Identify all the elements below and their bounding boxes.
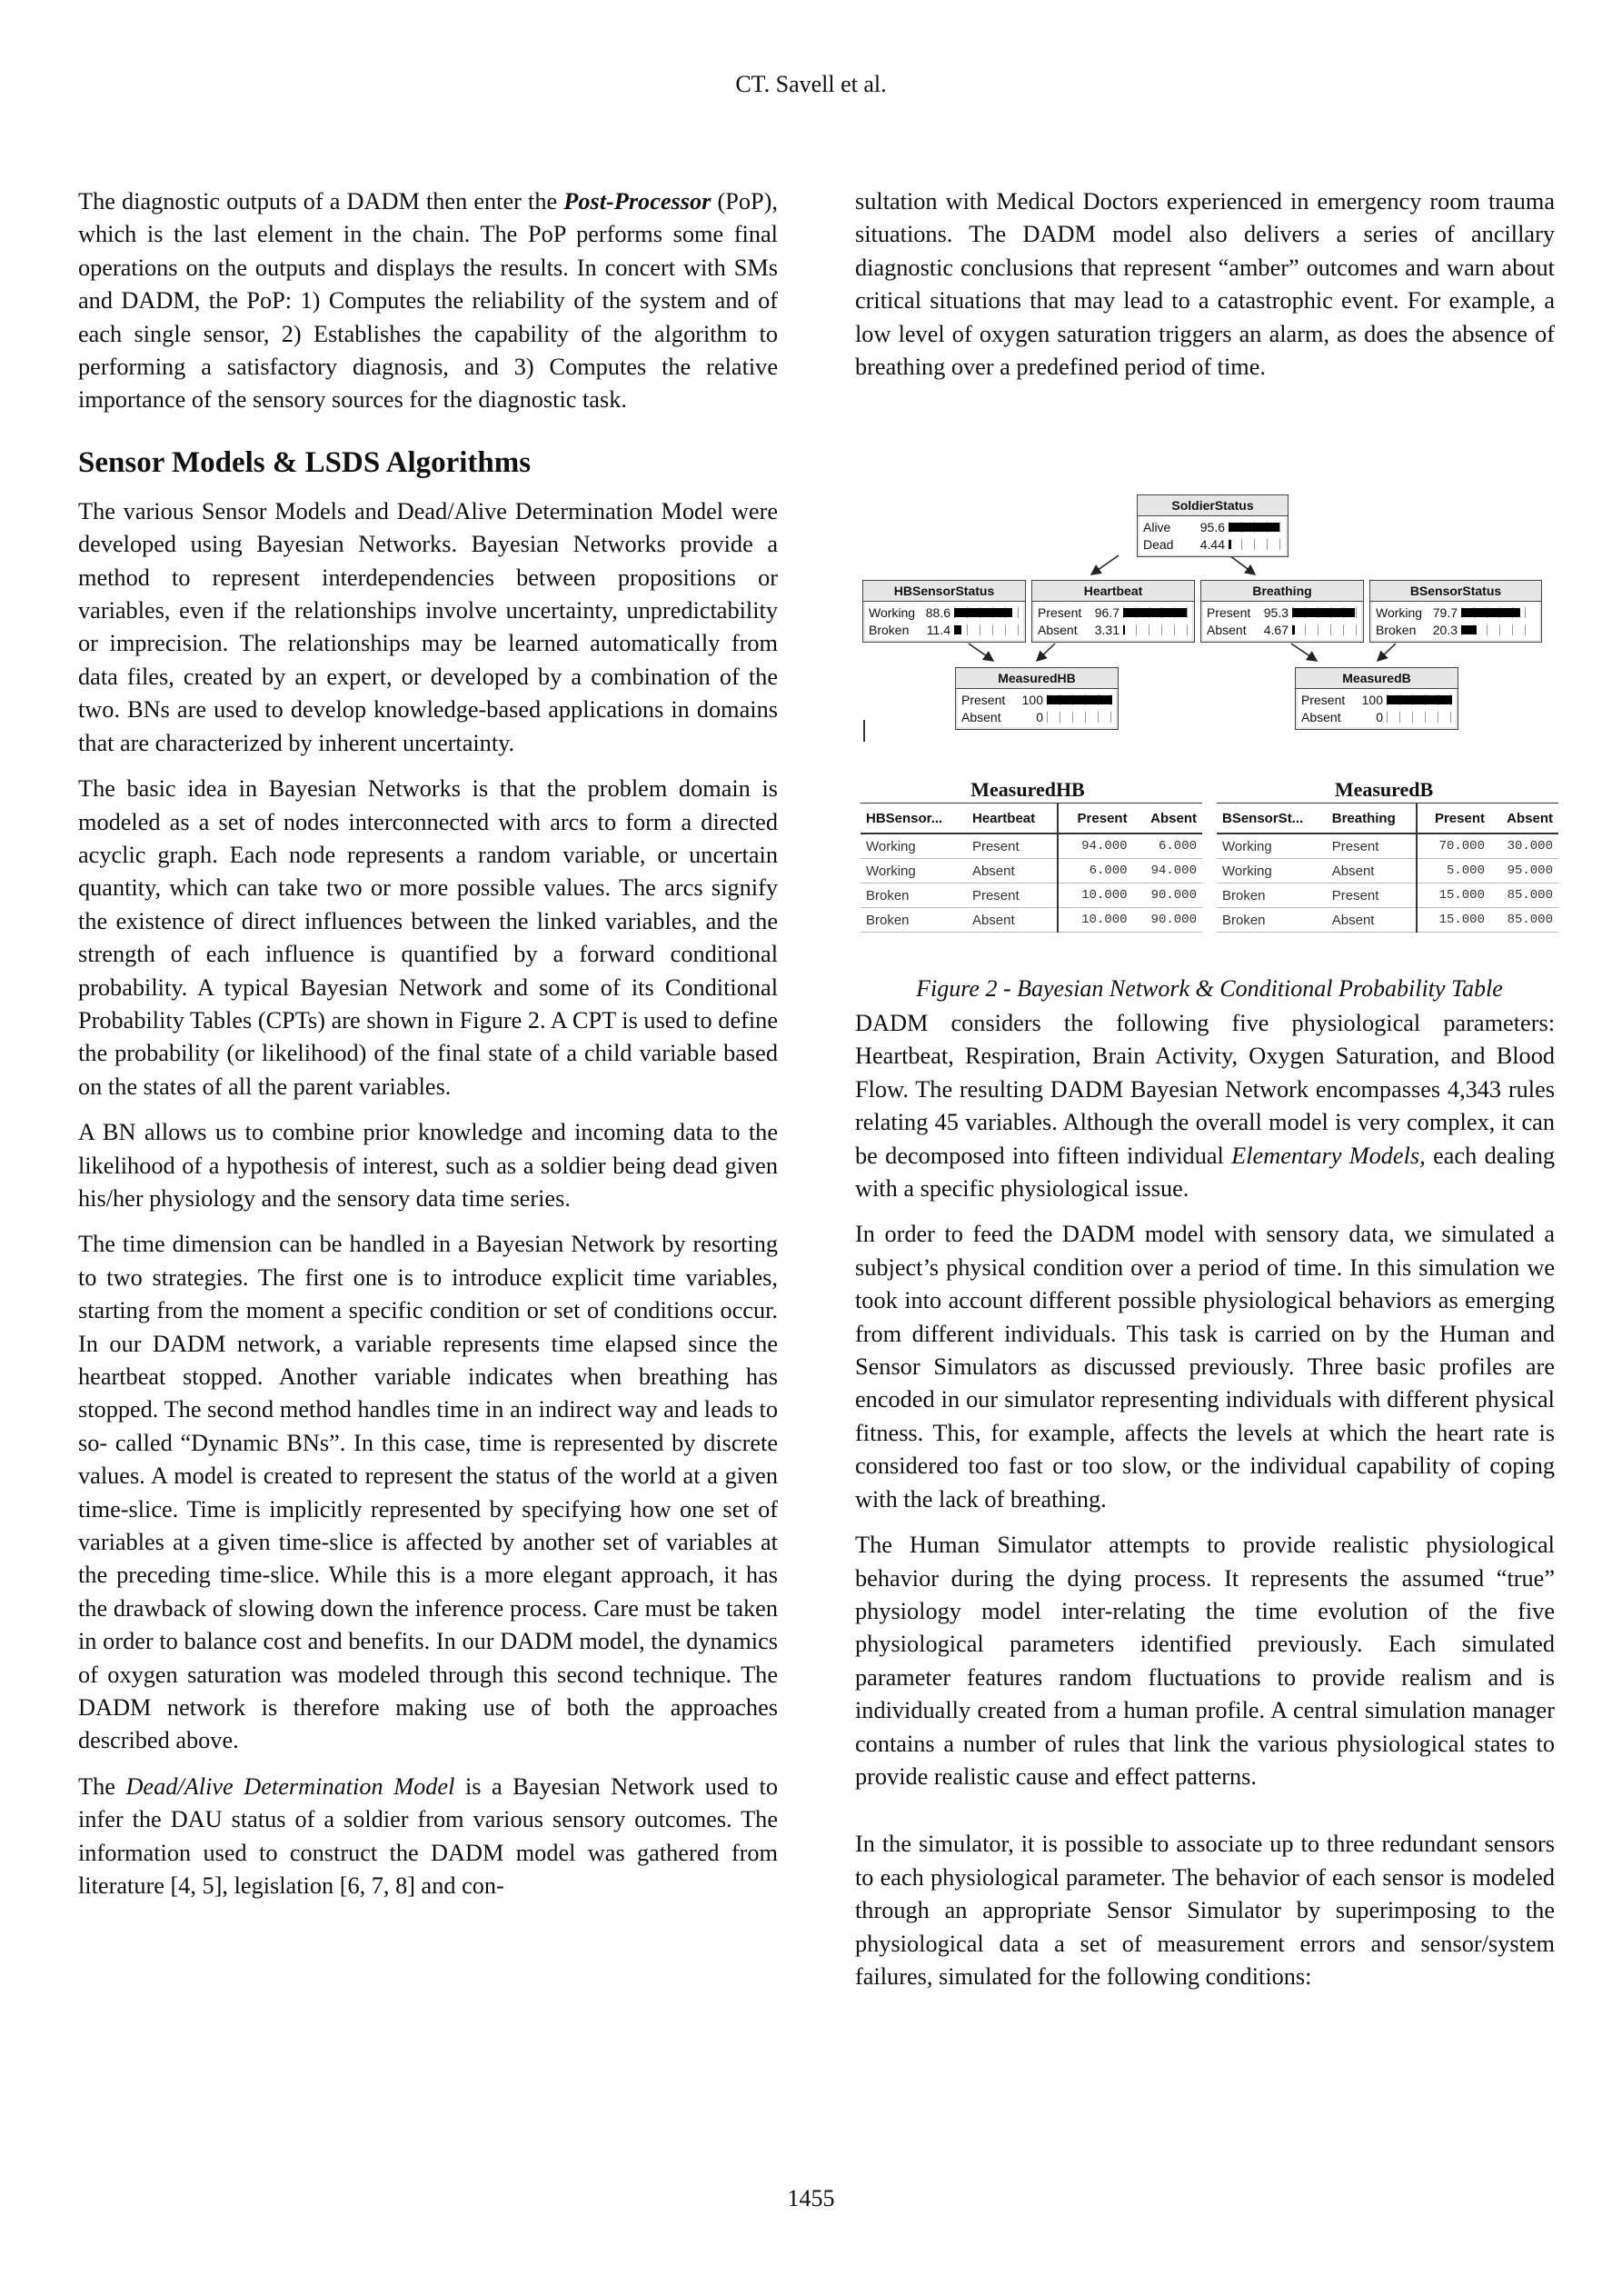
section-heading: Sensor Models & LSDS Algorithms	[78, 445, 532, 479]
cpt-header-cell: Breathing	[1327, 804, 1417, 834]
cpt-row	[861, 883, 1202, 908]
state-value: 20.3	[1432, 622, 1458, 637]
cpt-cell: 6.000	[1133, 834, 1202, 859]
state-label: Broken	[869, 622, 910, 637]
node-state-row	[1376, 621, 1536, 638]
running-header: CT. Savell et al.	[735, 71, 887, 97]
cpt-cell: Broken	[861, 908, 967, 933]
belief-bar	[1387, 712, 1452, 723]
cpt-cell: Present	[967, 834, 1058, 859]
belief-bar	[1123, 624, 1189, 635]
belief-bar-fill	[1461, 625, 1477, 634]
cpt-header-cell: Present	[1417, 804, 1490, 834]
cpt-cell: 95.000	[1490, 859, 1558, 883]
page-number: 1455	[787, 2185, 835, 2211]
cpt-header-cell: Present	[1058, 804, 1133, 834]
cpt-table-measuredhb	[861, 803, 1202, 933]
node-title: Breathing	[1201, 581, 1363, 602]
node-measured-hb	[955, 667, 1119, 730]
belief-bar	[954, 607, 1020, 618]
cpt-header-cell: Heartbeat	[967, 804, 1058, 834]
belief-bar	[954, 624, 1020, 635]
left-column	[78, 185, 778, 1916]
node-state-row	[869, 604, 1020, 621]
node-title: HBSensorStatus	[863, 581, 1025, 602]
intro-paragraph	[78, 185, 778, 417]
paragraph-gap	[855, 1806, 1555, 1828]
node-state-row	[1207, 604, 1358, 621]
node-body	[958, 689, 1116, 727]
cpt-cell: 94.000	[1133, 859, 1202, 883]
cpt-table-measuredb	[1217, 803, 1558, 933]
belief-bar-fill	[954, 608, 1012, 617]
cpt-header-cell: BSensorSt...	[1217, 804, 1327, 834]
cpt-header-row	[861, 804, 1202, 834]
paragraph: The basic idea in Bayesian Networks is that the problem domain is modeled as a set of nodes interconnected with arcs to form a directed acyclic graph. Each node represents a random variable, or uncertain quantity, which can take two or more possible values. The arcs signify the existence of direct influences between the linked variables, and the strength of each influence is quantified by a forward conditional probability. A typical Bayesian Network and some of its Conditional Probability Tables (CPTs) are shown in Figure 2. A CPT is used to define the probability (or likelihood) of the final state of a child variable based on the states of all the parent variables.	[78, 775, 778, 1100]
figure-2	[855, 491, 1564, 1000]
node-title: BSensorStatus	[1370, 581, 1541, 602]
state-label: Present	[961, 692, 1006, 707]
cpt-cell: 15.000	[1417, 908, 1490, 933]
cpt-cell: Broken	[861, 883, 967, 908]
cpt-cell: 90.000	[1133, 883, 1202, 908]
belief-bar-fill	[954, 625, 961, 634]
state-value: 95.6	[1199, 519, 1225, 534]
cpt-header-cell: HBSensor...	[861, 804, 967, 834]
cpt-cell: Working	[861, 834, 967, 859]
belief-bar-fill	[1461, 608, 1520, 617]
belief-bar	[1123, 607, 1189, 618]
belief-bar-fill	[1123, 625, 1125, 634]
node-title: SoldierStatus	[1138, 495, 1288, 516]
cpt-cell: 5.000	[1417, 859, 1490, 883]
cpt-title-measuredhb: MeasuredHB	[970, 778, 1085, 801]
node-state-row	[961, 708, 1112, 725]
text-span: The	[78, 1772, 126, 1800]
paragraph: The time dimension can be handled in a Bayesian Network by resorting to two strategies. The first one is to introduce explicit time variables, starting from the moment a specific condition or set of conditions occur. In our DADM network, a variable represents time elapsed since the heartbeat stopped. Another variable indicates when breathing has stopped. The second method handles time in an indirect way and leads to so- called “Dynamic BNs”. In this case, time is represented by discrete values. A model is created to represent the status of the world at a given time-slice. Time is implicitly represented by specifying how one set of variables at a given time-slice is affected by another set of variables at the preceding time-slice. While this is a more elegant approach, it has the drawback of slowing down the inference process. Care must be taken in order to balance cost and benefits. In our DADM model, the dynamics of oxygen saturation was modeled through this second technique. The DADM network is therefore making use of both the approaches described above.	[78, 1231, 778, 1754]
node-state-row	[1038, 621, 1189, 638]
state-value: 88.6	[925, 604, 950, 620]
right-column-bottom	[855, 1007, 1555, 2006]
node-state-row	[961, 691, 1112, 708]
text-span: DADM considers the following five physiological parameters: Heartbeat, Respiration, Brain Activity, Oxygen Saturation, and Blood Flow. The resulting DADM Bayesian Network encompasses 4,343 rules relating 45 variables. Although the overall model is very complex, it can be decomposed into fifteen individual	[855, 1010, 1555, 1169]
belief-bar	[1229, 539, 1282, 550]
cpt-cell: Present	[1327, 883, 1417, 908]
cpt-cell: 15.000	[1417, 883, 1490, 908]
belief-bar-fill	[1292, 608, 1355, 617]
arc-bsensor-measuredb	[1378, 644, 1396, 661]
state-value: 100	[1361, 692, 1383, 707]
node-bsensor-status	[1369, 580, 1542, 643]
node-state-row	[1301, 691, 1452, 708]
cpt-cell: Present	[967, 883, 1058, 908]
figure-caption: Figure 2 - Bayesian Network & Conditional Probability Table	[916, 975, 1503, 1002]
node-breathing	[1200, 580, 1364, 643]
elementary-models-term: Elementary Models,	[1231, 1142, 1426, 1169]
text-span: is a Bayesian Network used to infer the DAU status of a soldier from various sensory outcomes. The information used to construct the DADM model was gathered from literature [4, 5], legislation [6, 7, 8] and con-	[78, 1772, 778, 1900]
node-state-row	[1038, 604, 1189, 621]
node-heartbeat	[1031, 580, 1195, 643]
state-value: 0	[1036, 709, 1043, 724]
cpt-header-cell: Absent	[1490, 804, 1558, 834]
cpt-cell: 10.000	[1058, 908, 1133, 933]
state-value: 79.7	[1432, 604, 1458, 620]
belief-bar	[1387, 694, 1452, 705]
state-label: Present	[1038, 604, 1082, 620]
state-label: Dead	[1143, 536, 1174, 552]
state-value: 11.4	[926, 622, 950, 637]
arc-soldier-heartbeat	[1091, 555, 1119, 574]
node-state-row	[1143, 535, 1282, 553]
cpt-cell: 10.000	[1058, 883, 1133, 908]
state-label: Present	[1207, 604, 1251, 620]
cpt-cell: 94.000	[1058, 834, 1133, 859]
cpt-cell: Working	[861, 859, 967, 883]
cpt-row	[1217, 834, 1558, 859]
belief-bar	[1292, 607, 1358, 618]
arc-breathing-measuredb	[1291, 644, 1317, 661]
arc-heartbeat-measuredhb	[1037, 644, 1055, 661]
node-body	[865, 602, 1023, 640]
cpt-row	[861, 908, 1202, 933]
paragraph: sultation with Medical Doctors experienced in emergency room trauma situations. The DADM model also delivers a series of ancillary diagnostic conclusions that represent “amber” outcomes and warn about critical situations that may lead to a catastrophic event. For example, a low level of oxygen saturation triggers an alarm, as does the absence of breathing over a predefined period of time.	[855, 188, 1555, 381]
node-soldier-status	[1137, 494, 1289, 557]
cpt-cell: 6.000	[1058, 859, 1133, 883]
cpt-cell: Absent	[967, 859, 1058, 883]
cpt-cell: Absent	[1327, 908, 1417, 933]
node-body	[1034, 602, 1192, 640]
state-label: Absent	[1207, 622, 1247, 637]
right-column-top	[855, 185, 1555, 396]
text-span: The diagnostic outputs of a DADM then enter the	[78, 188, 564, 215]
node-title: MeasuredHB	[956, 668, 1118, 689]
paragraph: A BN allows us to combine prior knowledge and incoming data to the likelihood of a hypothesis of interest, such as a soldier being dead given his/her physiology and the sensory data time series.	[78, 1119, 778, 1212]
state-value: 3.31	[1094, 622, 1119, 637]
cpt-cell: 85.000	[1490, 883, 1558, 908]
cpt-cell: Working	[1217, 834, 1327, 859]
text-cursor-mark	[863, 720, 865, 742]
arc-hbsensor-measuredhb	[969, 644, 993, 661]
paragraph: The Human Simulator attempts to provide realistic physiological behavior during the dying process. It represents the assumed “true” physiology model inter-relating the time evolution of the five physiological parameters identified previously. Each simulated parameter features random fluctuations to provide realism and is individually created from a human profile. A central simulation manager contains a number of rules that link the various physiological states to provide realistic cause and effect patterns.	[855, 1532, 1555, 1790]
node-hbsensor-status	[862, 580, 1026, 643]
node-title: MeasuredB	[1296, 668, 1458, 689]
cpt-title-measuredb: MeasuredB	[1334, 778, 1434, 801]
node-body	[1298, 689, 1456, 727]
cpt-cell: 90.000	[1133, 908, 1202, 933]
belief-bar	[1229, 522, 1282, 533]
node-state-row	[869, 621, 1020, 638]
cpt-cell: Absent	[967, 908, 1058, 933]
paragraph: In order to feed the DADM model with sensory data, we simulated a subject’s physical condition over a period of time. In this simulation we took into account different possible physiological behaviors as emerging from different individuals. This task is carried on by the Human and Sensor Simulators as discussed previously. Three basic profiles are encoded in our simulator representing individuals with different physical fitness. This, for example, affects the levels at which the heart rate is considered too fast or too slow, or the individual capability of coping with the lack of breathing.	[855, 1221, 1555, 1512]
paragraph	[855, 1007, 1555, 1205]
paragraph: In the simulator, it is possible to associate up to three redundant sensors to each physiological parameter. The behavior of each sensor is modeled through an appropriate Sensor Simulator by superimposing to the physiological data a set of measurement errors and sensor/system failures, simulated for the following conditions:	[855, 1831, 1555, 1990]
cpt-cell: 30.000	[1490, 834, 1558, 859]
cpt-row	[861, 859, 1202, 883]
cpt-cell: Working	[1217, 859, 1327, 883]
cpt-cell: Present	[1327, 834, 1417, 859]
belief-bar	[1461, 624, 1536, 635]
state-value: 96.7	[1094, 604, 1119, 620]
state-value: 95.3	[1263, 604, 1289, 620]
cpt-row	[1217, 859, 1558, 883]
cpt-cell: Absent	[1327, 859, 1417, 883]
belief-bar	[1047, 694, 1112, 705]
state-label: Working	[1376, 604, 1423, 620]
dadm-term: Dead/Alive Determination Model	[125, 1772, 455, 1800]
cpt-cell: Broken	[1217, 908, 1327, 933]
node-state-row	[1301, 708, 1452, 725]
node-body	[1203, 602, 1361, 640]
arc-soldier-breathing	[1229, 555, 1255, 574]
belief-bar-fill	[1229, 523, 1279, 532]
state-label: Broken	[1376, 622, 1417, 637]
state-label: Absent	[1038, 622, 1078, 637]
node-state-row	[1207, 621, 1358, 638]
belief-bar	[1292, 624, 1358, 635]
cpt-cell: Broken	[1217, 883, 1327, 908]
belief-bar-fill	[1292, 625, 1295, 634]
state-label: Working	[869, 604, 916, 620]
belief-bar-fill	[1047, 695, 1112, 704]
state-value: 4.67	[1263, 622, 1289, 637]
text-span: (PoP), which is the last element in the chain. The PoP performs some final operations on the outputs and displays the results. In concert with SMs and DADM, the PoP: 1) Computes the reliability of the system and of each single sensor, 2) Establishes the capability of the algorithm to performing a satisfactory diagnosis, and 3) Computes the relative importance of the sensory sources for the diagnostic task.	[78, 188, 778, 414]
node-title: Heartbeat	[1032, 581, 1194, 602]
cpt-header-row	[1217, 804, 1558, 834]
node-measured-b	[1295, 667, 1458, 730]
state-label: Present	[1301, 692, 1346, 707]
state-label: Alive	[1143, 519, 1171, 534]
state-label: Absent	[961, 709, 1001, 724]
cpt-header-cell: Absent	[1133, 804, 1202, 834]
node-body	[1139, 516, 1286, 554]
belief-bar	[1461, 607, 1536, 618]
cpt-row	[1217, 908, 1558, 933]
text-span: each dealing with a specific physiological issue.	[855, 1142, 1555, 1203]
belief-bar-fill	[1387, 695, 1452, 704]
state-value: 4.44	[1199, 536, 1225, 552]
cpt-cell: 85.000	[1490, 908, 1558, 933]
belief-bar	[1047, 712, 1112, 723]
belief-bar-fill	[1123, 608, 1187, 617]
state-value: 0	[1376, 709, 1383, 724]
node-state-row	[1376, 604, 1536, 621]
paragraph	[78, 1771, 778, 1903]
cpt-row	[1217, 883, 1558, 908]
node-body	[1372, 602, 1539, 640]
state-label: Absent	[1301, 709, 1341, 724]
cpt-cell: 70.000	[1417, 834, 1490, 859]
state-value: 100	[1021, 692, 1043, 707]
post-processor-term: Post-Processor	[563, 188, 711, 215]
paragraph: The various Sensor Models and Dead/Alive Determination Model were developed using Bayesian Networks. Bayesian Networks provide a method to represent interdependencies between propositions or variables, even if the relationships involve uncertainty, unpredictability or imprecision. The relationships may be learned automatically from data files, created by an expert, or developed by a combination of the two. BNs are used to develop knowledge-based applications in domains that are characterized by inherent uncertainty.	[78, 497, 778, 756]
cpt-row	[861, 834, 1202, 859]
belief-bar-fill	[1229, 540, 1231, 549]
node-state-row	[1143, 518, 1282, 535]
